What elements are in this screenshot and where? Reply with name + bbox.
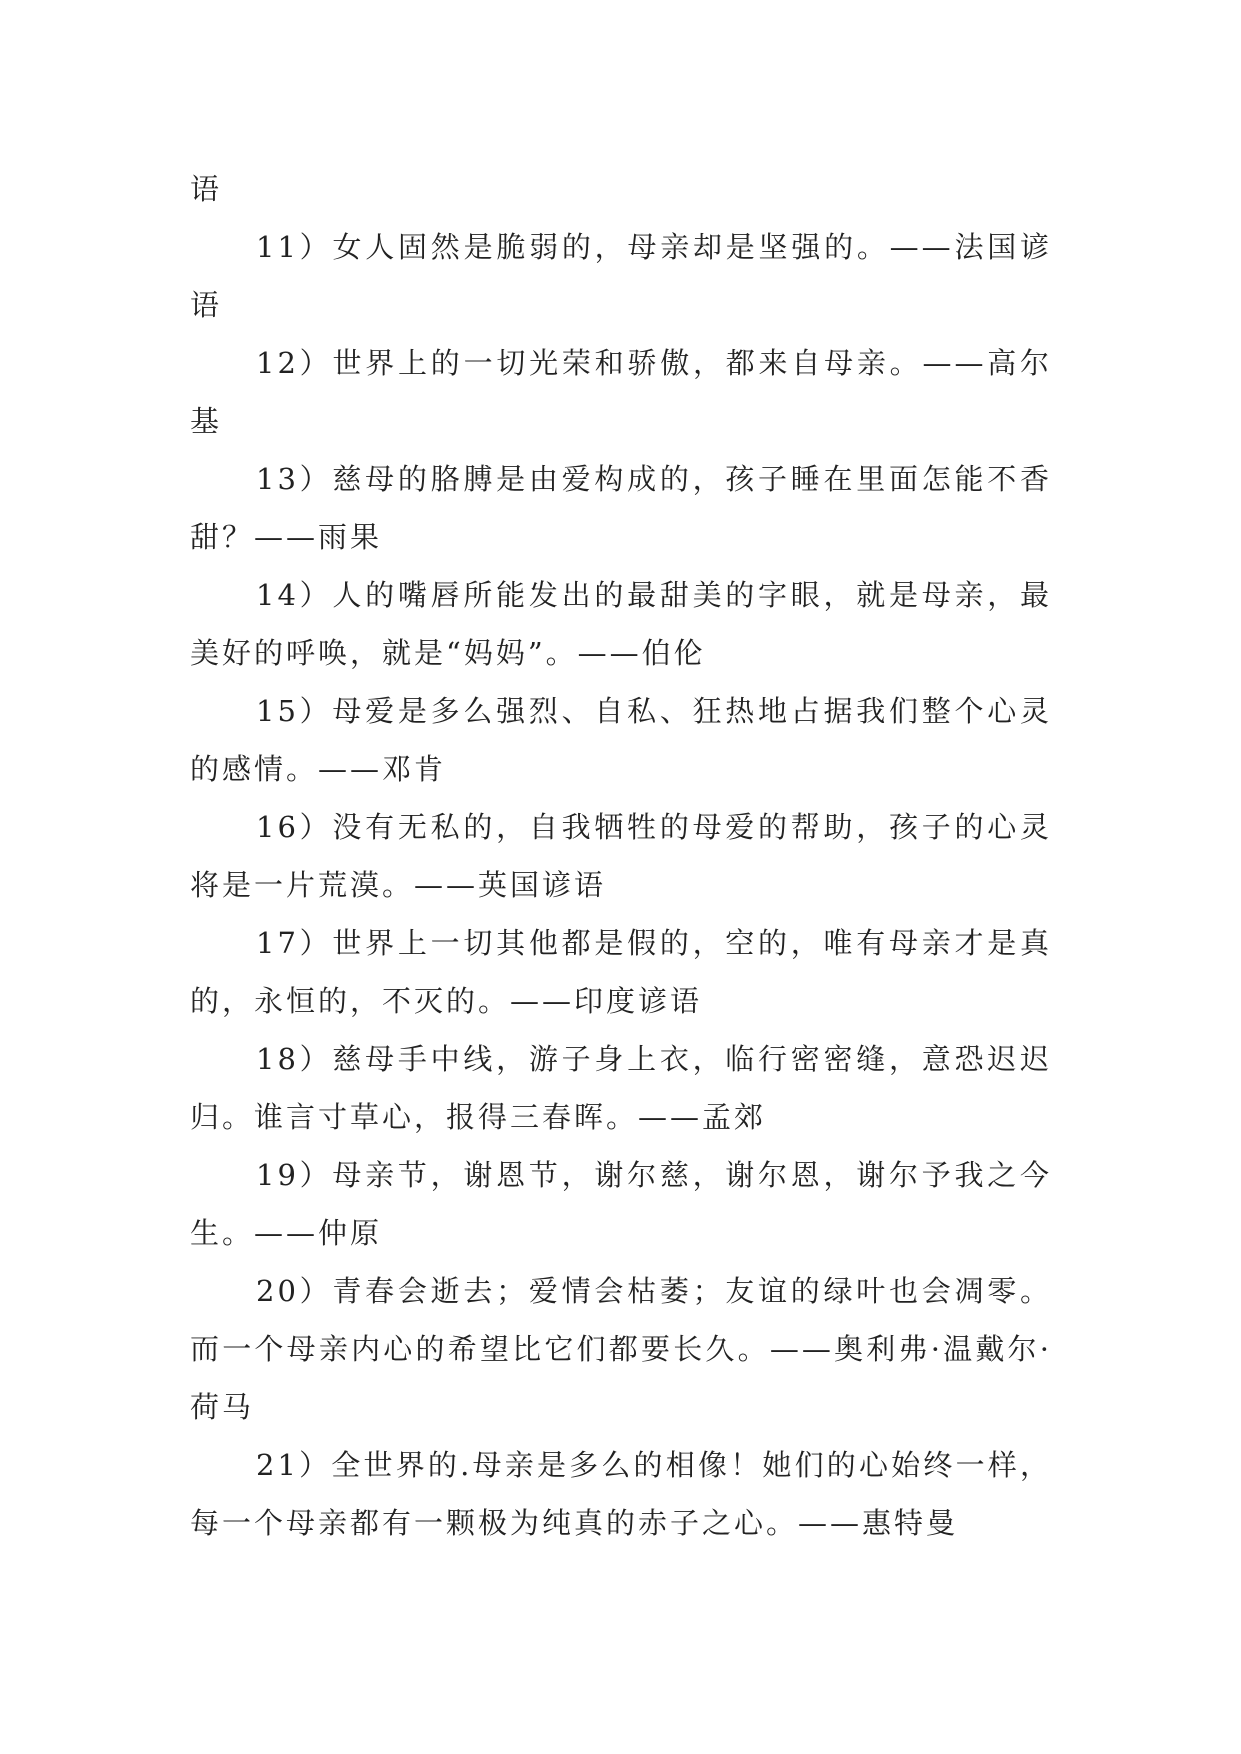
quote-item: 20）青春会逝去；爱情会枯萎；友谊的绿叶也会凋零。而一个母亲内心的希望比它们都要长久。——奥利弗·温戴尔·荷马 [190, 1274, 1052, 1424]
quote-item: 14）人的嘴唇所能发出的最甜美的字眼，就是母亲，最美好的呼唤，就是“妈妈”。——伯伦 [190, 578, 1052, 670]
quote-item: 17）世界上一切其他都是假的，空的，唯有母亲才是真的，永恒的，不灭的。——印度谚语 [190, 926, 1052, 1018]
lead-fragment: 语 [190, 172, 223, 206]
quote-item: 11）女人固然是脆弱的，母亲却是坚强的。——法国谚语 [190, 230, 1052, 322]
quote-item: 13）慈母的胳膊是由爱构成的，孩子睡在里面怎能不香甜？——雨果 [190, 462, 1052, 554]
quote-item: 15）母爱是多么强烈、自私、狂热地占据我们整个心灵的感情。——邓肯 [190, 694, 1052, 786]
quote-item: 19）母亲节，谢恩节，谢尔慈，谢尔恩，谢尔予我之今生。——仲原 [190, 1158, 1052, 1250]
quote-item: 16）没有无私的，自我牺牲的母爱的帮助，孩子的心灵将是一片荒漠。——英国谚语 [190, 810, 1052, 902]
quote-item: 18）慈母手中线，游子身上衣，临行密密缝，意恐迟迟归。谁言寸草心，报得三春晖。——孟郊 [190, 1042, 1052, 1134]
quote-item: 12）世界上的一切光荣和骄傲，都来自母亲。——高尔基 [190, 346, 1052, 438]
quote-list [190, 160, 1052, 1552]
quote-item: 21）全世界的.母亲是多么的相像！她们的心始终一样，每一个母亲都有一颗极为纯真的赤子之心。——惠特曼 [190, 1448, 1052, 1540]
